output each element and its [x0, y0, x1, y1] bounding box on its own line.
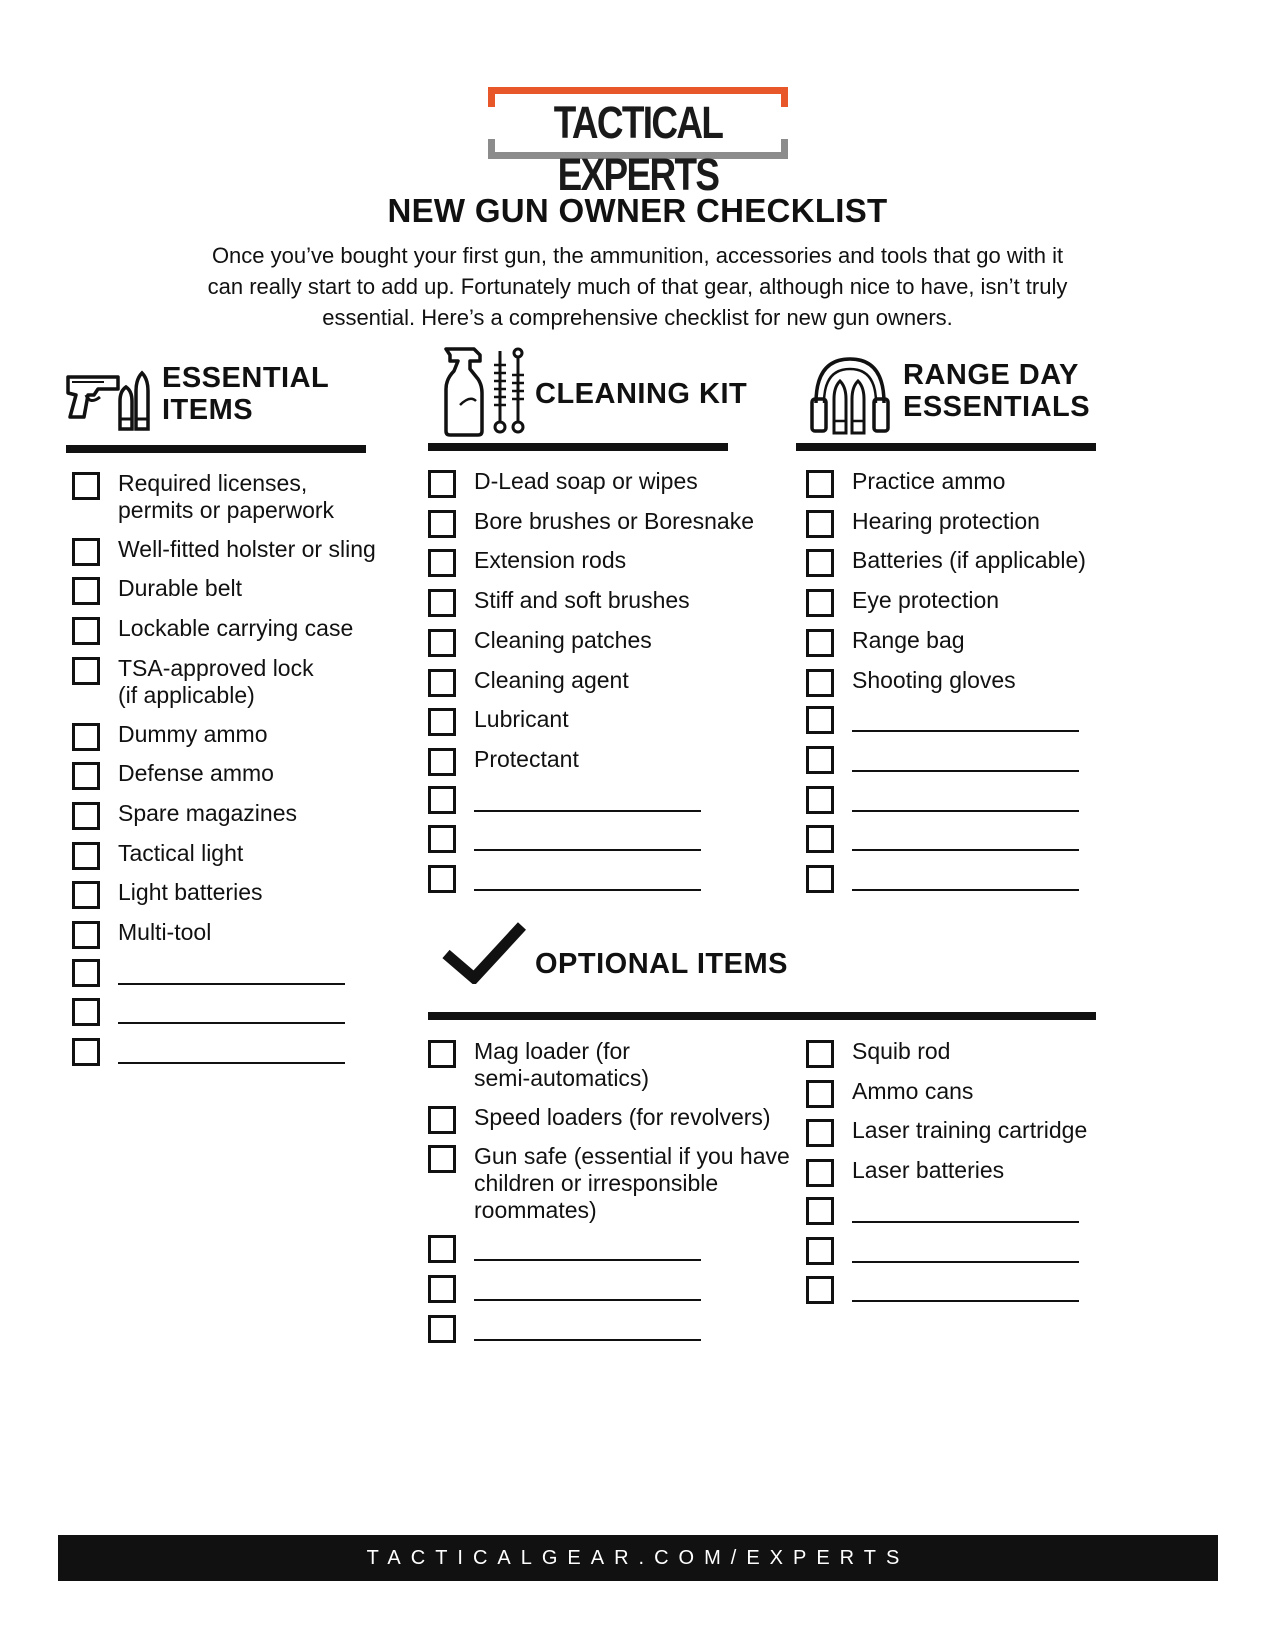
- checklist-item-label: [118, 840, 243, 867]
- checklist-item-text: Cleaning patches: [474, 626, 652, 653]
- checklist-item-label: [852, 468, 1005, 495]
- checklist-item-text: children or irresponsible: [474, 1170, 719, 1197]
- checklist-item-label: [852, 667, 1016, 694]
- checklist-item-text: Spare magazines: [118, 799, 297, 826]
- checklist-item-label: [474, 746, 579, 773]
- checklist-item-text: Squib rod: [852, 1038, 951, 1064]
- checkbox[interactable]: [428, 1235, 456, 1263]
- write-in-line[interactable]: [852, 849, 1079, 851]
- logo-text: TACTICAL EXPERTS: [553, 97, 723, 200]
- write-in-line[interactable]: [474, 1339, 701, 1341]
- checkbox[interactable]: [428, 510, 456, 538]
- checkbox[interactable]: [72, 881, 100, 909]
- checkbox[interactable]: [72, 1038, 100, 1066]
- checklist-item-text: Defense ammo: [118, 760, 274, 787]
- write-in-line[interactable]: [474, 889, 701, 891]
- section-title-line: ITEMS: [162, 394, 254, 426]
- checklist-item-text: Practice ammo: [852, 468, 1006, 494]
- checkbox[interactable]: [428, 1275, 456, 1303]
- checkbox[interactable]: [428, 549, 456, 577]
- checkbox[interactable]: [806, 1276, 834, 1304]
- checklist-item-label: [118, 655, 314, 709]
- spray-bottle-brush-icon: [440, 345, 530, 440]
- checklist-item-label: [852, 1078, 973, 1105]
- checklist-item-label: [118, 536, 376, 563]
- checklist-item-label: [852, 508, 1040, 535]
- checkbox[interactable]: [806, 1197, 834, 1225]
- checkbox[interactable]: [806, 1159, 834, 1187]
- checklist-item-text: Laser training cartridge: [852, 1117, 1088, 1144]
- write-in-line[interactable]: [474, 1259, 701, 1261]
- section-title-line: ESSENTIAL: [162, 362, 330, 394]
- checklist-item-label: [474, 1143, 790, 1224]
- checkbox[interactable]: [806, 629, 834, 657]
- checklist-item-text: Stiff and soft brushes: [474, 587, 690, 614]
- checklist-item-text: Durable belt: [118, 575, 243, 602]
- checklist-item-text: Laser batteries: [852, 1157, 1005, 1184]
- checklist-item-label: [474, 547, 626, 574]
- checklist-item-text: Light batteries: [118, 879, 263, 906]
- checklist-item-label: [474, 1038, 649, 1092]
- checkbox[interactable]: [72, 472, 100, 500]
- section-title-line: RANGE DAY: [903, 359, 1079, 391]
- checkbox[interactable]: [806, 1119, 834, 1147]
- checklist-item-text: (if applicable): [118, 681, 255, 708]
- checkbox[interactable]: [72, 959, 100, 987]
- checkbox[interactable]: [806, 1237, 834, 1265]
- section-divider: [428, 443, 728, 451]
- write-in-line[interactable]: [852, 810, 1079, 812]
- checklist-item-label: [852, 1038, 950, 1065]
- checkbox[interactable]: [806, 1040, 834, 1068]
- checklist-item-text: Lockable carrying case: [118, 615, 354, 642]
- checkbox[interactable]: [806, 470, 834, 498]
- checklist-item-text: semi-automatics): [474, 1065, 650, 1091]
- checklist-item-label: [118, 800, 297, 827]
- section-title-range: [903, 359, 1090, 423]
- section-divider: [428, 1012, 1096, 1020]
- ear-protection-ammo-icon: [808, 353, 893, 438]
- checkbox[interactable]: [806, 746, 834, 774]
- checkbox[interactable]: [72, 802, 100, 830]
- checkbox[interactable]: [806, 786, 834, 814]
- checkbox[interactable]: [806, 865, 834, 893]
- checklist-item-text: Multi-tool: [118, 919, 212, 945]
- write-in-line[interactable]: [474, 810, 701, 812]
- write-in-line[interactable]: [852, 1261, 1079, 1263]
- checkbox[interactable]: [72, 998, 100, 1026]
- section-divider: [66, 445, 366, 453]
- checkbox[interactable]: [806, 706, 834, 734]
- checklist-item-label: [852, 627, 965, 654]
- checklist-item-label: [118, 721, 268, 748]
- checklist-item-label: [118, 615, 353, 642]
- checkbox[interactable]: [72, 723, 100, 751]
- checkbox[interactable]: [806, 589, 834, 617]
- section-title-line: CLEANING KIT: [535, 378, 748, 410]
- intro-paragraph: [150, 240, 1125, 333]
- write-in-line[interactable]: [852, 1300, 1079, 1302]
- checklist-item-text: Ammo cans: [852, 1077, 974, 1104]
- checkbox[interactable]: [72, 762, 100, 790]
- brand-logo: [488, 87, 788, 200]
- checklist-item-text: roommates): [474, 1197, 597, 1224]
- intro-line: can really start to add up. Fortunately much of that gear, although nice to have, isn’t truly: [207, 274, 1068, 299]
- checklist-item-text: permits or paperwork: [118, 497, 335, 523]
- checkbox[interactable]: [806, 549, 834, 577]
- checklist-item-text: Extension rods: [474, 547, 627, 574]
- checklist-item-text: Hearing protection: [852, 507, 1040, 534]
- checkbox[interactable]: [72, 538, 100, 566]
- checklist-item-text: Required licenses,: [118, 470, 308, 496]
- checklist-item-text: Well-fitted holster or sling: [118, 535, 376, 562]
- checkbox[interactable]: [428, 1040, 456, 1068]
- checklist-item-label: [118, 575, 242, 602]
- checklist-item-label: [474, 468, 698, 495]
- checklist-item-text: Protectant: [474, 745, 579, 772]
- footer-url[interactable]: TACTICALGEAR.COM/EXPERTS: [366, 1547, 910, 1569]
- checklist-item-text: Tactical light: [118, 839, 244, 866]
- section-title-essential: [162, 362, 329, 426]
- write-in-line[interactable]: [852, 1221, 1079, 1223]
- checklist-item-text: Gun safe (essential if you have: [474, 1143, 790, 1170]
- write-in-line[interactable]: [118, 983, 345, 985]
- write-in-line[interactable]: [474, 849, 701, 851]
- write-in-line[interactable]: [852, 730, 1079, 732]
- checklist-item-label: [474, 627, 652, 654]
- checklist-item-label: [474, 667, 629, 694]
- section-title-line: ESSENTIALS: [903, 391, 1091, 423]
- write-in-line[interactable]: [118, 1062, 345, 1064]
- checklist-item-text: Cleaning agent: [474, 666, 629, 693]
- checkbox[interactable]: [428, 708, 456, 736]
- checklist-item-label: [118, 879, 262, 906]
- write-in-line[interactable]: [474, 1299, 701, 1301]
- write-in-line[interactable]: [118, 1022, 345, 1024]
- checklist-item-label: [852, 547, 1086, 574]
- checklist-item-text: Speed loaders (for revolvers): [474, 1103, 771, 1130]
- checkbox[interactable]: [428, 1106, 456, 1134]
- checkmark-icon: [442, 920, 526, 984]
- checklist-item-label: [852, 1117, 1087, 1144]
- checkbox[interactable]: [428, 748, 456, 776]
- checklist-item-label: [118, 919, 211, 946]
- checkbox[interactable]: [428, 629, 456, 657]
- checklist-item-text: Dummy ammo: [118, 720, 268, 747]
- checkbox[interactable]: [428, 669, 456, 697]
- section-title-optional: [535, 948, 788, 980]
- write-in-line[interactable]: [852, 889, 1079, 891]
- checkbox[interactable]: [428, 865, 456, 893]
- checklist-item-label: [474, 508, 754, 535]
- checklist-item-text: Bore brushes or Boresnake: [474, 507, 754, 534]
- checklist-item-text: TSA-approved lock: [118, 654, 314, 681]
- checklist-item-text: Batteries (if applicable): [852, 547, 1086, 574]
- checklist-item-label: [474, 1104, 771, 1131]
- checkbox[interactable]: [72, 921, 100, 949]
- checklist-item-text: Mag loader (for: [474, 1038, 630, 1064]
- checkbox[interactable]: [428, 825, 456, 853]
- section-divider: [796, 443, 1096, 451]
- checklist-item-label: [118, 470, 334, 524]
- checkbox[interactable]: [428, 786, 456, 814]
- intro-line: essential. Here’s a comprehensive checklist for new gun owners.: [322, 305, 953, 330]
- checklist-item-label: [474, 706, 569, 733]
- checkbox[interactable]: [428, 589, 456, 617]
- write-in-line[interactable]: [852, 770, 1079, 772]
- checkbox[interactable]: [428, 1145, 456, 1173]
- intro-line: Once you’ve bought your first gun, the ammunition, accessories and tools that go with it: [211, 243, 1064, 268]
- checkbox[interactable]: [72, 617, 100, 645]
- page-title: NEW GUN OWNER CHECKLIST: [387, 192, 888, 229]
- checklist-item-text: D-Lead soap or wipes: [474, 468, 698, 494]
- section-title-cleaning: [535, 378, 747, 410]
- checkbox[interactable]: [806, 510, 834, 538]
- handgun-ammo-icon: [64, 365, 154, 435]
- checklist-item-label: [474, 587, 690, 614]
- checkbox[interactable]: [72, 657, 100, 685]
- checkbox[interactable]: [428, 1315, 456, 1343]
- checkbox[interactable]: [806, 1080, 834, 1108]
- checkbox[interactable]: [806, 825, 834, 853]
- checklist-item-text: Shooting gloves: [852, 666, 1016, 693]
- checkbox[interactable]: [806, 669, 834, 697]
- section-title-line: OPTIONAL ITEMS: [535, 948, 788, 980]
- checkbox[interactable]: [72, 842, 100, 870]
- checklist-item-label: [852, 1157, 1004, 1184]
- checklist-item-text: Lubricant: [474, 706, 569, 733]
- checkbox[interactable]: [72, 577, 100, 605]
- checklist-item-text: Eye protection: [852, 587, 1000, 614]
- checklist-item-label: [852, 587, 999, 614]
- checkbox[interactable]: [428, 470, 456, 498]
- footer-bar: [58, 1535, 1218, 1581]
- checklist-item-label: [118, 760, 274, 787]
- checklist-item-text: Range bag: [852, 626, 965, 653]
